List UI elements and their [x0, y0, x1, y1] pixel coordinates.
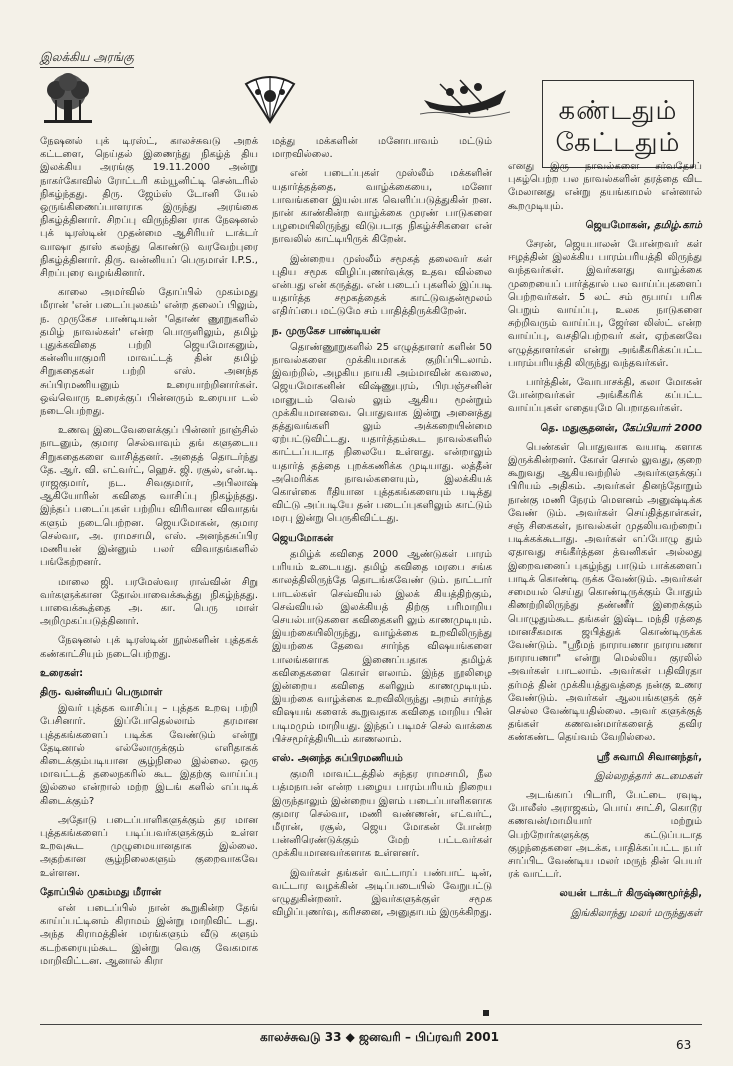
header-illustrations: [40, 70, 510, 130]
speaker-heading: ஜெயமோகன்: [272, 532, 334, 544]
column-title-line1: கண்டதும்: [558, 96, 678, 126]
paragraph: உணவு இடைவேளைக்குப் பின்னர் நாஞ்சில் நாடனும், குமார செல்வாவும் தங் களுடைய சிறுகதைகளை வாசித்தனர். அதைத் தொடர்ந்து தே. ஆர். வி. எட்வர்ட், ஹெச். ஜி. ரசூல், என்.டி. ராஜகுமார், நட. சிவகுமார், அபிலாஷ் ஆகியோரின் கவிதை வாசிப்பு நிகழ்ந்தது. இந்தப் படைப்புகள் பற்றிய விரிவான விவாதங் களும் நடைபெற்றன. ஜெயமோகன், குமார செல்வா, அ. ராமசாமி, எஸ். அனந்தசுப்பிர மணியன் இன்னும் பலர் விவாதங்களில் பங்கேற்றனர்.: [40, 425, 258, 569]
subheading: உரைகள்:: [40, 667, 84, 679]
attribution-source: இல்லறத்தார் கடமைகள்: [594, 770, 702, 782]
article-column-2: [272, 135, 492, 925]
attribution-name: ஜெயமோகன்,: [585, 219, 651, 231]
speaker-heading: தோப்பில் முகம்மது மீரான்: [40, 886, 162, 898]
attribution-source: இங்கிலாந்து மலர் மருந்துகள்: [570, 907, 702, 919]
speaker-heading: திரு. வன்னியப் பெருமாள்: [40, 686, 163, 698]
attribution-source: தமிழ்.காம்: [654, 219, 702, 231]
paragraph: காலை அமர்வில் தோப்பில் முகம்மது மீரான் 'என் படைப்புலகம்' என்ற தலைப் பிலும், ந. முருகேச பாண்டியன் 'தொண் ணூறுகளில் தமிழ் நாவல்கள்' என்ற பொருளிலும், தமிழ் புதுக்கவிதை பற்றி ஜெயமோகனும், கன்னியாகுமரி மாவட்டத் தின் தமிழ் சிறுகதைகள் பற்றி எஸ். அனந்த சுப்பிரமணியனும் உரையாற்றினார்கள். ஒவ்வொரு உரைக்குப் பின்னரும் உரையா டல் நடைபெற்றது.: [40, 287, 258, 418]
article-end-mark-icon: [483, 1010, 489, 1016]
attribution-name: லயன் டாக்டர் கிருஷ்ணமூர்த்தி,: [559, 888, 702, 900]
paragraph: என் படைப்புகள் முஸ்லீம் மக்களின் யதார்த்தத்தை, வாழ்க்கையை, மனோ பாவங்களை இயல்பாக வெளிப்படுத்துகின் றன. நான் காண்கின்ற வாழ்க்கை முரண் பாடுகளை பழமையிலிருந்து விடுபடாத நிகழ்ச்சிகளை என் நாவலில் காட்டியிருக் கிறேன்.: [272, 168, 492, 246]
attribution-name: ஸ்ரீ சுவாமி சிவானந்தர்,: [596, 751, 702, 763]
page-number: 63: [676, 1038, 692, 1052]
hand-fan-illustration-icon: [240, 70, 300, 132]
paragraph: [40, 135, 258, 280]
speaker-heading: எஸ். அனந்த சுப்பிரமணியம்: [272, 752, 403, 764]
paragraph: மாலை ஜி. பரமேஸ்வர ராவ்வின் சிறு வர்களுக்கான தோல்பாவைக்கூத்து நிகழ்ந்தது. பாவைக்கூத்தை அ. கா. பெரு மாள் அறிமுகப்படுத்தினார்.: [40, 576, 258, 628]
paragraph: இவர் புத்தக வாசிப்பு – புத்தக உறவு பற்றி பேசினார். இப்போதெல்லாம் தரமான புத்தகங்களைப் படிக்க வேண்டும் என்று தேடினால் எல்லோருக்கும் எளிதாகக் கிடைக்கும்படியான சூழ்நிலை இல்லை. ஒரு மாவட்டத் தலைநகரில் கூட இதற்கு வாய்ப்பு இல்லை என்றால் மற்ற இடங் களில் எப்படிக் கிடைக்கும்?: [40, 703, 258, 807]
paragraph: தமிழ்க் கவிதை 2000 ஆண்டுகள் பாரம் பரியம் உடையது. தமிழ் கவிதை மரபை சங்க காலத்திலிருந்தே தொடங்கவேண் டும். நாட்டார் பாடல்கள் செவ்வியல் இலக் கியத்திற்கும், செவ்வியல் இலக்கியத் திற்கு பரிமாறிய செயல்பாடுகளை கவிதைகளி லும் காணமுடியும். இயற்கையிலிருந்து, வாழ்க்கை உறவிலிருந்து இயற்கை தேவை சார்ந்த விஷயங்களை பாலங்களாக இணைப்பதாக தமிழ்க் கவிதைகளை கொள் ளலாம். இந்த நூலிழை இன்றைய கவிதை களிலும் காணமுடியும். இயற்கை வாழ்க்கை உறவிலிருந்து அறம் சார்ந்த விஷயங் களைக் கூறுவதாக கவிதை மாறிய பின் படிமமும் மாறியது. இந்தப் படிமச் செல் வாக்கை பிச்சமூர்த்தியிடம் காணலாம்.: [272, 548, 492, 745]
quote: எனது இரு நாவல்களை சர்வதேசப் புகழ்பெற்ற பல நாவல்களின் தரத்தை விட மேலானது என்று தயங்காமல் என்னால் கூறமுடியும்.: [508, 161, 702, 212]
column-title-box: [542, 80, 694, 168]
quote: பார்த்தின், வோபாசக்தி, கலா மோகன் போன்றவர்கள் அங்கீகரிக் கப்பட்ட வாய்ப்புகள் எதையுமே பெறாதவர்கள்.: [508, 377, 702, 415]
paragraph: இவர்கள் தங்கள் வட்டாரப் பண்பாட் டின், வட்டார வழக்கின் அடிப்படையில் வேறுபட்டு எழுதுகின்றனர். இவர்களுக்குள் சமூக விழிப்புணர்வு, கரிசனை, அனுதாபம் இருக்கிறது.: [272, 867, 492, 919]
footer-divider: [40, 1024, 702, 1025]
speaker-heading: ந. முருகேச பாண்டியன்: [272, 325, 381, 337]
article-column-1: [40, 135, 258, 974]
quote: பெண்கள் பொதுவாக வயாடி களாக இருக்கின்றனர். கோள் சொல் லுவது, குறை கூறுவது ஆகியவற்றில் அவர்களுக்குப் பிரியம் அதிகம். அவர்கள் தினந்தோறும் நான்கு மணி நேரம் மௌனம் அனுஷ்டிக்க வேண் டும். அவர்கள் செய்தித்தாள்கள், சஞ் சிகைகள், நாவல்கள் முதலியவற்றைப் படிக்கக்கூடாது. அவர்கள் எப்போழு தும் ஏதாவது சங்கீர்த்தன த்வனிகள் அல்லது இறைவனைப் புகழ்ந்து பாடும் பாக்களைப் பாடிக் கொண்டி ருக்க வேண்டும். அவர்கள் சமையல் செய்து கொண்டிருக்கும் போதும் கிணற்றிலிருந்து தண்ணீர் இறைக்கும் பொழுதும்கூட தங்கள் இஷ்ட மந்தி ரத்தை மானசீகமாக ஜபித்துக் கொண்டிருக்க வேண்டும். "ஸ்ரீமந் நாராயணா நாராயணா நாராயணா" என்று மெல்லிய குரலில் அவர்கள் பாடலாம். அவர்கள் பதிவிரதா தர்மத் தின் முக்கியத்துவத்தை நன்கு உணர வேண்டும். அவர்கள் ஆலயங்களுக் குச் செல்ல வேண்டியதில்லை. அவர் களுக்குத் தங்கள் கணவன்மார்களைத் தவிர கண்கண்ட தெய்வம் வேறில்லை.: [508, 441, 702, 744]
footer-publication-info: காலச்சுவடு 33 ◆ ஜனவரி – பிப்ரவரி 2001: [260, 1030, 499, 1044]
quote: சேரன், ஜெயபாலன் போன்றவர் கள் ஈழத்தின் இலக்கிய பாரம்பரியத்தி லிருந்து வந்தவர்கள். இவர்களது வாழ்க்கை முறையைப் பார்த்தால் பல வாய்ப்புகளைப் பெற்றவர்கள். 5 லட் சம் ரூபாய் பரிசு பெறும் வாய்ப்பு, உலக நாடுகளை சுற்றிவரும் வாய்ப்பு, ஜேர்ன லிஸ்ட் என்ற வாய்ப்பு, வசதிபெற்றவர் கள், ஏற்கனவே எழுத்தாளர்கள் என்று அங்கீகரிக்கப்பட்ட பாரம்பரியத்தி லிருந்து வந்தவர்கள்.: [508, 239, 702, 369]
quote-attribution: [508, 219, 702, 232]
quote: அடங்காப் பிடாரி, பேட்டை ரவுடி, போலீஸ் அராஜகம், பொய் சாட்சி, கொடூர கணவன்/மாமியார் மற்றும் பெற்றோர்களுக்கு கட்டுப்படாத குழந்தைகளை அடக்க, பாதிக்கப்பட்ட நபர் சாப்பிட வேண்டிய மலர் மருந் தின் பெயர் ரக் வாட்டர்.: [508, 789, 702, 881]
column-title-line2: கேட்டதும்: [555, 128, 681, 158]
paragraph: என் படைப்பில் நான் கூறுகின்ற தேங் காய்ப்பட்டினம் கிராமம் இன்று மாறிவிட் டது. அந்த கிராமத்தின் மரங்களும் வீடு களும் கடற்கரையும்கூட இன்று வெகு வேகமாக மாறிவிட்டன. ஆனால் கிரா: [40, 902, 258, 967]
section-label: இலக்கிய அரங்கு: [40, 50, 134, 68]
attribution-name: தெ. மதுசூதனன்,: [540, 422, 619, 434]
boat-rowers-illustration-icon: [420, 70, 510, 124]
paragraph-text: நேஷனல் புக் டிரஸ்ட், காலச்சுவடு அறக் கட்டளை, நெய்தல் இணைந்து நிகழ்த் திய இலக்கிய அரங்கு 19.11.2000 அன்று நாகர்கோவில் ரோட்டரி கம்யூனிட்டி சென்டரில் நிகழ்ந்தது. திரு. ஜேம்ஸ் டோனி யேல் ஒருங்கிணைப்பாளராக இருந்து அரங்கை நிகழ்த்தினார். சிறப்பு விருந்தின ராக நேஷனல் புக் டிரஸ்டின் முதன்மை ஆசிரியர் டாக்டர் வாஷா தாஸ் கலந்து கொண்டு வரவேற்புரை நிகழ்த்தினார். திரு. வன்னியப் பெருமாள் I.P.S., சிறப்புரை வழங்கினார்.: [40, 136, 258, 280]
article-column-3: [508, 160, 702, 926]
attribution-source: கேப்பியார் 2000: [621, 422, 702, 434]
paragraph: தொண்ணூறுகளில் 25 எழுத்தாளர் களின் 50 நாவல்களை முக்கியமாகக் குறிப்பிடலாம். இவற்றில், அழகிய நாயகி அம்மாவின் கவலை, ஜெயமோகனின் விஷ்ணுபுரம், பிரபஞ்சனின் மானுடம் வெல் லும் ஆகிய மூன்றும் முக்கியமானவை. பொதுவாக இன்று அனைத்து தத்துவங்களி லும் அக்கறையின்மை ஏற்பட்டுவிட்டது. யதார்த்தம்கூட நாவல்களில் காட்டப்படாத நிலையே உள்ளது. என்றாலும் யதார்த் தத்தை புறக்கணிக்க முடியாது. லத்தீன் அமெரிக்க நாவல்களையும், இலக்கியக் கொள்கை ரீதியான புத்தகங்களையும் படித்து விட்டு அப்படியே தன் படைப்புகளிலும் காட்டும் மரபு இன்று பெருகிவிட்டது.: [272, 341, 492, 525]
paragraph: அதோடு படைப்பாளிகளுக்கும் தர மான புத்தகங்களைப் படிப்பவர்களுக்கும் உள்ள உறவுகூட முழுமையானதாக இல்லை. அதற்கான சூழ்நிலைகளும் குறைவாகவே உள்ளன.: [40, 814, 258, 879]
paragraph: நேஷனல் புக் டிரஸ்டின் நூல்களின் புத்தகக் கண்காட்சியும் நடைபெற்றது.: [40, 635, 258, 660]
tree-illustration-icon: [40, 70, 96, 130]
paragraph: குமரி மாவட்டத்தில் சுந்தர ராமசாமி, நீல பத்மநாபன் என்ற பழைய பாரம்பரியம் நிறைய இருந்தாலும் இன்றைய இளம் படைப்பாளிகளாக குமார செல்வா, மணி வண்ணன், எட்வர்ட், மீரான், ரசூல், ஜெய மோகன் போன்ற பன்னிரெண்டுக்கும் மேற் பட்டவர்கள் முக்கியமானவர்களாக உள்ளனர்.: [272, 769, 492, 860]
paragraph: இன்றைய முஸ்லீம் சமூகத் தலைவர் கள் புதிய சமூக விழிப்புணர்வுக்கு உதவ வில்லை என்பது என் கருத்து. என் படைப் புகளில் இப்படி யதார்த்த சமூகத்தைக் காட்டுவதன்மூலம் எதிர்ப்பை மட்டுமே சம் பாதித்திருக்கிறேன்.: [272, 253, 492, 318]
paragraph: மத்து மக்களின் மனோபாவம் மட்டும் மாறவில்லை.: [272, 136, 492, 161]
quote-attribution: [508, 422, 702, 435]
